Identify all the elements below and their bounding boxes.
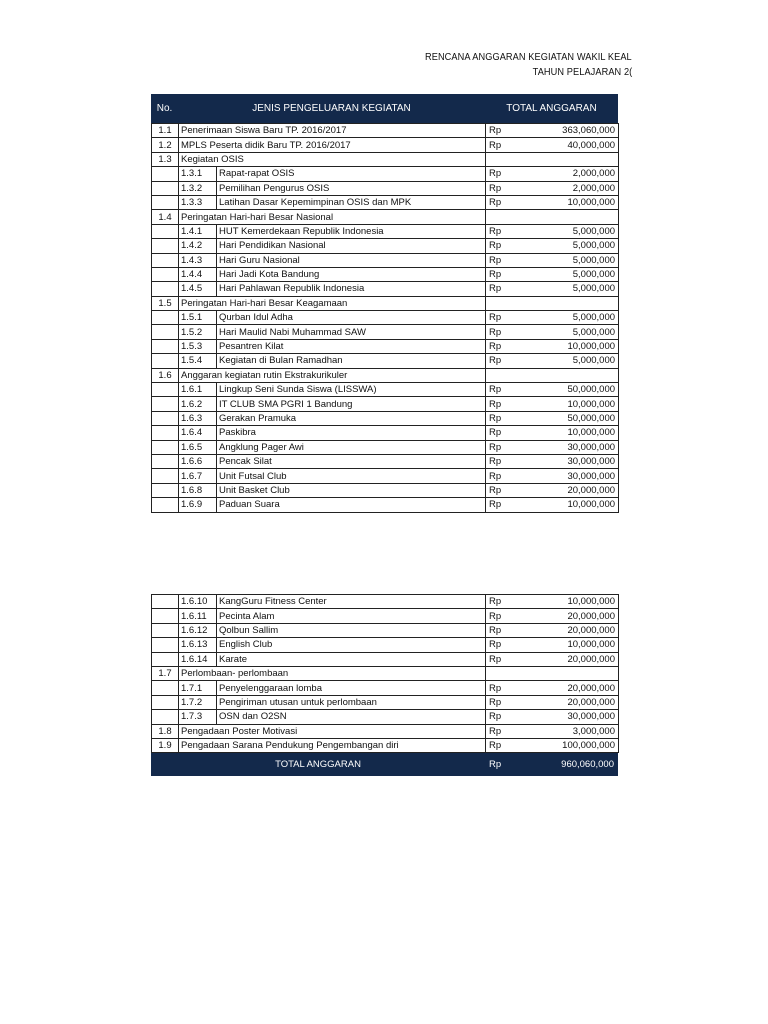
row-description: Perlombaan- perlombaan	[179, 666, 486, 680]
row-description: Pesantren Kilat	[217, 339, 486, 353]
row-currency: Rp	[486, 738, 516, 752]
row-number	[152, 383, 179, 397]
row-number	[152, 440, 179, 454]
row-subnumber: 1.6.6	[179, 454, 217, 468]
row-subnumber: 1.7.1	[179, 681, 217, 695]
row-currency: Rp	[486, 195, 516, 209]
table-row	[152, 397, 619, 411]
row-number	[152, 311, 179, 325]
table-row	[152, 282, 619, 296]
table-row	[152, 426, 619, 440]
row-description: Hari Guru Nasional	[217, 253, 486, 267]
row-number	[152, 681, 179, 695]
row-number	[152, 454, 179, 468]
row-subnumber: 1.6.14	[179, 652, 217, 666]
row-number: 1.5	[152, 296, 179, 310]
row-description: Penyelenggaraan lomba	[217, 681, 486, 695]
row-number	[152, 638, 179, 652]
row-subnumber: 1.6.5	[179, 440, 217, 454]
row-amount: 2,000,000	[516, 167, 619, 181]
row-amount: 10,000,000	[516, 595, 619, 609]
row-subnumber: 1.6.7	[179, 469, 217, 483]
row-amount: 20,000,000	[516, 695, 619, 709]
row-currency: Rp	[486, 595, 516, 609]
row-amount: 5,000,000	[516, 224, 619, 238]
row-description: OSN dan O2SN	[217, 710, 486, 724]
row-description: Lingkup Seni Sunda Siswa (LISSWA)	[217, 383, 486, 397]
table-row	[152, 267, 619, 281]
table-row	[152, 638, 619, 652]
row-amount: 40,000,000	[516, 138, 619, 152]
document-subtitle: TAHUN PELAJARAN 2(	[532, 67, 632, 78]
row-amount: 10,000,000	[516, 638, 619, 652]
row-number: 1.7	[152, 666, 179, 680]
row-currency: Rp	[486, 325, 516, 339]
table-row	[152, 609, 619, 623]
row-number	[152, 623, 179, 637]
total-currency: Rp	[489, 759, 502, 770]
row-currency: Rp	[486, 695, 516, 709]
row-currency: Rp	[486, 354, 516, 368]
table-row	[152, 483, 619, 497]
row-number	[152, 224, 179, 238]
row-number	[152, 652, 179, 666]
row-description: Pengadaan Sarana Pendukung Pengembangan diri	[179, 738, 486, 752]
row-number	[152, 426, 179, 440]
row-amount	[516, 666, 619, 680]
row-amount: 5,000,000	[516, 267, 619, 281]
row-amount: 30,000,000	[516, 454, 619, 468]
row-number	[152, 483, 179, 497]
table-row	[152, 652, 619, 666]
table-row	[152, 296, 619, 310]
table-row	[152, 695, 619, 709]
table-row	[152, 666, 619, 680]
table-row	[152, 167, 619, 181]
header-no: No.	[156, 103, 173, 114]
row-number	[152, 253, 179, 267]
row-number	[152, 469, 179, 483]
budget-table-page1	[151, 123, 619, 513]
row-currency: Rp	[486, 638, 516, 652]
row-description: Peringatan Hari-hari Besar Nasional	[179, 210, 486, 224]
row-currency: Rp	[486, 724, 516, 738]
row-subnumber: 1.6.10	[179, 595, 217, 609]
row-subnumber: 1.4.2	[179, 239, 217, 253]
row-subnumber: 1.6.2	[179, 397, 217, 411]
row-description: Paskibra	[217, 426, 486, 440]
row-description: Pencak Silat	[217, 454, 486, 468]
row-description: Gerakan Pramuka	[217, 411, 486, 425]
row-description: MPLS Peserta didik Baru TP. 2016/2017	[179, 138, 486, 152]
row-subnumber: 1.4.5	[179, 282, 217, 296]
row-number	[152, 195, 179, 209]
row-amount	[516, 368, 619, 382]
row-amount: 5,000,000	[516, 253, 619, 267]
row-number: 1.6	[152, 368, 179, 382]
table-row	[152, 383, 619, 397]
row-currency: Rp	[486, 167, 516, 181]
row-number	[152, 397, 179, 411]
row-amount	[516, 210, 619, 224]
row-subnumber: 1.6.4	[179, 426, 217, 440]
total-label: TOTAL ANGGARAN	[275, 759, 361, 770]
row-description: Karate	[217, 652, 486, 666]
row-subnumber: 1.6.12	[179, 623, 217, 637]
row-subnumber: 1.6.11	[179, 609, 217, 623]
row-number	[152, 167, 179, 181]
row-number: 1.2	[152, 138, 179, 152]
table-row	[152, 138, 619, 152]
row-description: Pengadaan Poster Motivasi	[179, 724, 486, 738]
table-row	[152, 368, 619, 382]
table-row	[152, 498, 619, 512]
row-currency: Rp	[486, 440, 516, 454]
row-subnumber: 1.6.13	[179, 638, 217, 652]
row-description: Rapat-rapat OSIS	[217, 167, 486, 181]
row-amount: 10,000,000	[516, 195, 619, 209]
row-currency	[486, 152, 516, 166]
row-number	[152, 695, 179, 709]
row-amount: 2,000,000	[516, 181, 619, 195]
row-currency: Rp	[486, 282, 516, 296]
table-row	[152, 710, 619, 724]
header-total: TOTAL ANGGARAN	[506, 103, 597, 114]
row-number	[152, 609, 179, 623]
table-row	[152, 210, 619, 224]
table-row	[152, 311, 619, 325]
row-subnumber: 1.5.1	[179, 311, 217, 325]
row-number	[152, 595, 179, 609]
row-amount: 20,000,000	[516, 681, 619, 695]
row-currency: Rp	[486, 623, 516, 637]
row-description: Pengiriman utusan untuk perlombaan	[217, 695, 486, 709]
row-currency: Rp	[486, 239, 516, 253]
row-description: HUT Kemerdekaan Republik Indonesia	[217, 224, 486, 238]
row-currency: Rp	[486, 411, 516, 425]
row-amount: 20,000,000	[516, 483, 619, 497]
row-currency: Rp	[486, 710, 516, 724]
row-currency: Rp	[486, 224, 516, 238]
row-currency: Rp	[486, 483, 516, 497]
row-subnumber: 1.6.9	[179, 498, 217, 512]
header-jenis: JENIS PENGELUARAN KEGIATAN	[252, 103, 411, 114]
row-subnumber: 1.5.4	[179, 354, 217, 368]
row-subnumber: 1.5.2	[179, 325, 217, 339]
row-number: 1.4	[152, 210, 179, 224]
row-amount: 20,000,000	[516, 623, 619, 637]
row-description: Unit Futsal Club	[217, 469, 486, 483]
row-amount: 10,000,000	[516, 397, 619, 411]
row-currency: Rp	[486, 681, 516, 695]
row-amount: 100,000,000	[516, 738, 619, 752]
row-currency	[486, 210, 516, 224]
table-row	[152, 354, 619, 368]
table-row	[152, 253, 619, 267]
row-description: Paduan Suara	[217, 498, 486, 512]
row-subnumber: 1.5.3	[179, 339, 217, 353]
row-description: Pecinta Alam	[217, 609, 486, 623]
table-row	[152, 224, 619, 238]
row-subnumber: 1.7.2	[179, 695, 217, 709]
row-subnumber: 1.6.1	[179, 383, 217, 397]
row-number: 1.1	[152, 124, 179, 138]
table-row	[152, 469, 619, 483]
row-amount: 10,000,000	[516, 498, 619, 512]
row-description: Hari Maulid Nabi Muhammad SAW	[217, 325, 486, 339]
table-header	[151, 94, 618, 123]
row-number	[152, 498, 179, 512]
row-subnumber: 1.4.3	[179, 253, 217, 267]
table-row	[152, 724, 619, 738]
table-row	[152, 181, 619, 195]
table-row	[152, 124, 619, 138]
table-row	[152, 454, 619, 468]
row-currency: Rp	[486, 652, 516, 666]
row-number: 1.9	[152, 738, 179, 752]
row-subnumber: 1.3.3	[179, 195, 217, 209]
budget-table-page2	[151, 594, 619, 753]
row-description: KangGuru Fitness Center	[217, 595, 486, 609]
total-row	[151, 753, 618, 776]
row-currency: Rp	[486, 609, 516, 623]
row-number	[152, 339, 179, 353]
table-row	[152, 339, 619, 353]
row-amount: 5,000,000	[516, 311, 619, 325]
row-amount	[516, 152, 619, 166]
row-number	[152, 325, 179, 339]
row-number	[152, 181, 179, 195]
row-currency: Rp	[486, 397, 516, 411]
row-description: Penerimaan Siswa Baru TP. 2016/2017	[179, 124, 486, 138]
row-number: 1.8	[152, 724, 179, 738]
row-number	[152, 239, 179, 253]
row-amount: 3,000,000	[516, 724, 619, 738]
row-description: Qurban Idul Adha	[217, 311, 486, 325]
row-subnumber: 1.6.3	[179, 411, 217, 425]
row-currency	[486, 666, 516, 680]
row-subnumber: 1.4.4	[179, 267, 217, 281]
table-row	[152, 195, 619, 209]
row-amount: 5,000,000	[516, 282, 619, 296]
row-currency	[486, 296, 516, 310]
row-description: IT CLUB SMA PGRI 1 Bandung	[217, 397, 486, 411]
row-amount: 50,000,000	[516, 411, 619, 425]
row-currency: Rp	[486, 454, 516, 468]
table-row	[152, 595, 619, 609]
row-amount: 5,000,000	[516, 325, 619, 339]
row-number: 1.3	[152, 152, 179, 166]
row-description: Peringatan Hari-hari Besar Keagamaan	[179, 296, 486, 310]
table-row	[152, 681, 619, 695]
row-subnumber: 1.3.1	[179, 167, 217, 181]
row-amount: 30,000,000	[516, 710, 619, 724]
row-currency: Rp	[486, 426, 516, 440]
row-description: Kegiatan di Bulan Ramadhan	[217, 354, 486, 368]
row-description: Latihan Dasar Kepemimpinan OSIS dan MPK	[217, 195, 486, 209]
row-currency: Rp	[486, 124, 516, 138]
row-description: Kegiatan OSIS	[179, 152, 486, 166]
row-subnumber: 1.3.2	[179, 181, 217, 195]
row-description: Pemilihan Pengurus OSIS	[217, 181, 486, 195]
row-subnumber: 1.6.8	[179, 483, 217, 497]
table-row	[152, 325, 619, 339]
row-currency: Rp	[486, 138, 516, 152]
row-currency: Rp	[486, 253, 516, 267]
row-currency: Rp	[486, 383, 516, 397]
row-number	[152, 267, 179, 281]
row-description: Hari Pahlawan Republik Indonesia	[217, 282, 486, 296]
table-row	[152, 440, 619, 454]
table-row	[152, 738, 619, 752]
row-amount: 20,000,000	[516, 652, 619, 666]
row-currency: Rp	[486, 498, 516, 512]
table-row	[152, 411, 619, 425]
row-subnumber: 1.7.3	[179, 710, 217, 724]
row-amount: 20,000,000	[516, 609, 619, 623]
row-amount: 5,000,000	[516, 239, 619, 253]
row-amount: 10,000,000	[516, 339, 619, 353]
row-subnumber: 1.4.1	[179, 224, 217, 238]
total-amount: 960,060,000	[561, 759, 614, 770]
row-currency: Rp	[486, 339, 516, 353]
table-row	[152, 239, 619, 253]
row-amount: 30,000,000	[516, 440, 619, 454]
row-description: Anggaran kegiatan rutin Ekstrakurikuler	[179, 368, 486, 382]
document-title: RENCANA ANGGARAN KEGIATAN WAKIL KEAL	[425, 52, 632, 63]
row-currency: Rp	[486, 267, 516, 281]
row-amount	[516, 296, 619, 310]
row-amount: 30,000,000	[516, 469, 619, 483]
table-row	[152, 152, 619, 166]
row-description: Hari Pendidikan Nasional	[217, 239, 486, 253]
row-description: English Club	[217, 638, 486, 652]
row-amount: 50,000,000	[516, 383, 619, 397]
row-currency: Rp	[486, 181, 516, 195]
row-description: Qolbun Sallim	[217, 623, 486, 637]
row-number	[152, 354, 179, 368]
row-number	[152, 282, 179, 296]
row-number	[152, 710, 179, 724]
row-amount: 10,000,000	[516, 426, 619, 440]
row-currency: Rp	[486, 311, 516, 325]
row-amount: 363,060,000	[516, 124, 619, 138]
table-row	[152, 623, 619, 637]
row-description: Hari Jadi Kota Bandung	[217, 267, 486, 281]
row-amount: 5,000,000	[516, 354, 619, 368]
row-currency: Rp	[486, 469, 516, 483]
row-currency	[486, 368, 516, 382]
row-number	[152, 411, 179, 425]
row-description: Unit Basket Club	[217, 483, 486, 497]
row-description: Angklung Pager Awi	[217, 440, 486, 454]
